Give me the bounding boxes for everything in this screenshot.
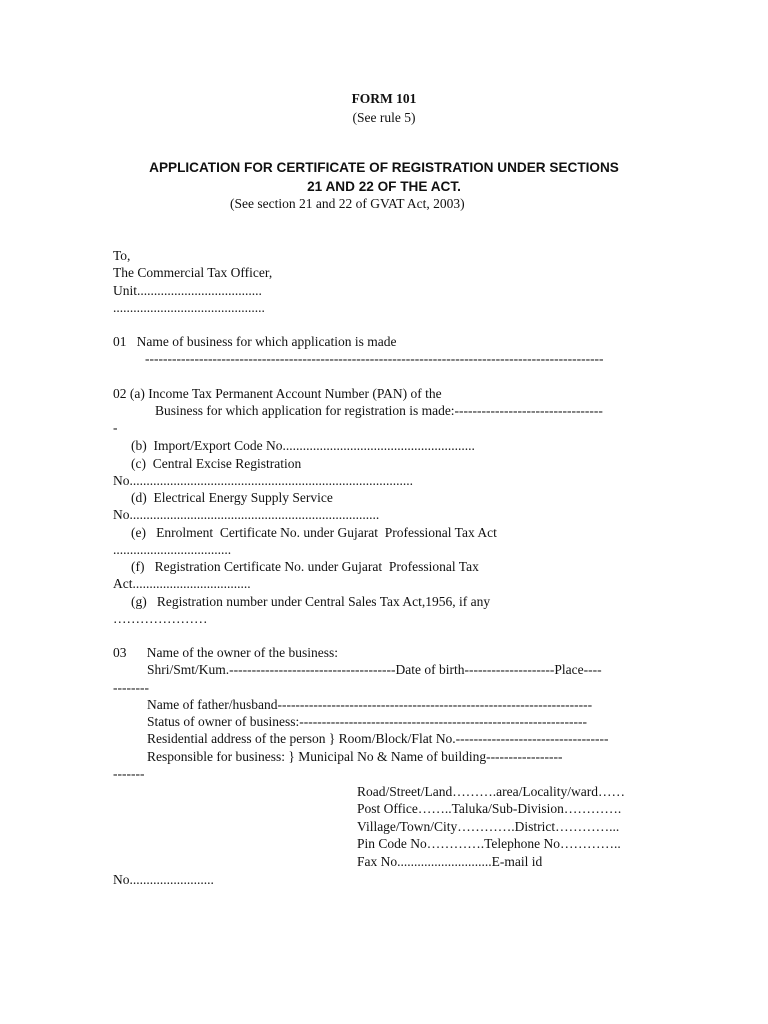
item-01-blank: ------------------------------------------------------------------------------------------------------ xyxy=(145,351,604,366)
item-02g-line2: ………………… xyxy=(113,611,208,626)
see-section: (See section 21 and 22 of GVAT Act, 2003) xyxy=(230,196,465,211)
item-03-owner-status: Status of owner of business:---------------------------------------------------------------- xyxy=(147,714,587,729)
item-03-responsible: Responsible for business: } Municipal No & Name of building----------------- xyxy=(147,749,563,764)
item-02f-line2: Act................................... xyxy=(113,576,251,591)
item-02c-line1: (c) Central Excise Registration xyxy=(131,456,302,471)
item-02a-line1: 02 (a) Income Tax Permanent Account Number (PAN) of the xyxy=(113,386,442,401)
item-03-owner-name: Shri/Smt/Kum.-------------------------------------Date of birth--------------------Place---- xyxy=(147,662,602,677)
item-03-residential-address: Residential address of the person } Room/Block/Flat No.---------------------------------- xyxy=(147,731,609,746)
item-01-label: 01 Name of business for which application is made xyxy=(113,334,397,349)
item-03-father-name: Name of father/husband---------------------------------------------------------------------- xyxy=(147,697,593,712)
address-unit: Unit..................................... xyxy=(113,283,262,298)
item-03-owner-name-continued: -------- xyxy=(113,680,149,695)
address-officer: The Commercial Tax Officer, xyxy=(113,265,273,280)
form-number: FORM 101 xyxy=(351,91,417,106)
address-unit-continued: ............................................. xyxy=(113,300,265,315)
item-02e-line1: (e) Enrolment Certificate No. under Gujarat Professional Tax Act xyxy=(131,525,497,540)
item-02g-line1: (g) Registration number under Central Sales Tax Act,1956, if any xyxy=(131,594,491,609)
address-village: Village/Town/City………….District…………... xyxy=(357,819,620,834)
address-to: To, xyxy=(113,248,131,263)
item-02c-line2: No.................................................................................... xyxy=(113,473,413,488)
item-02d-line2: No.......................................................................... xyxy=(113,507,380,522)
item-02d-line1: (d) Electrical Energy Supply Service xyxy=(131,490,333,505)
form-title-line2: 21 AND 22 OF THE ACT. xyxy=(307,179,461,194)
item-02a-line3: - xyxy=(113,420,118,435)
address-post-office: Post Office……..Taluka/Sub-Division…………. xyxy=(357,801,622,816)
form-title-line1: APPLICATION FOR CERTIFICATE OF REGISTRATION UNDER SECTIONS xyxy=(149,160,619,175)
item-03-responsible-continued: ------- xyxy=(113,766,145,781)
address-pin-code: Pin Code No………….Telephone No………….. xyxy=(357,836,621,851)
address-email-no: No......................... xyxy=(113,872,214,887)
item-02f-line1: (f) Registration Certificate No. under Gujarat Professional Tax xyxy=(131,559,479,574)
item-02e-line2: ................................... xyxy=(113,542,232,557)
address-road: Road/Street/Land……….area/Locality/ward…… xyxy=(357,784,626,799)
item-02b: (b) Import/Export Code No......................................................... xyxy=(131,438,475,453)
address-fax: Fax No............................E-mail id xyxy=(357,854,543,869)
see-rule: (See rule 5) xyxy=(352,110,416,125)
item-02a-line2: Business for which application for registration is made:--------------------------------- xyxy=(155,403,603,418)
item-03-label: 03 Name of the owner of the business: xyxy=(113,645,338,660)
